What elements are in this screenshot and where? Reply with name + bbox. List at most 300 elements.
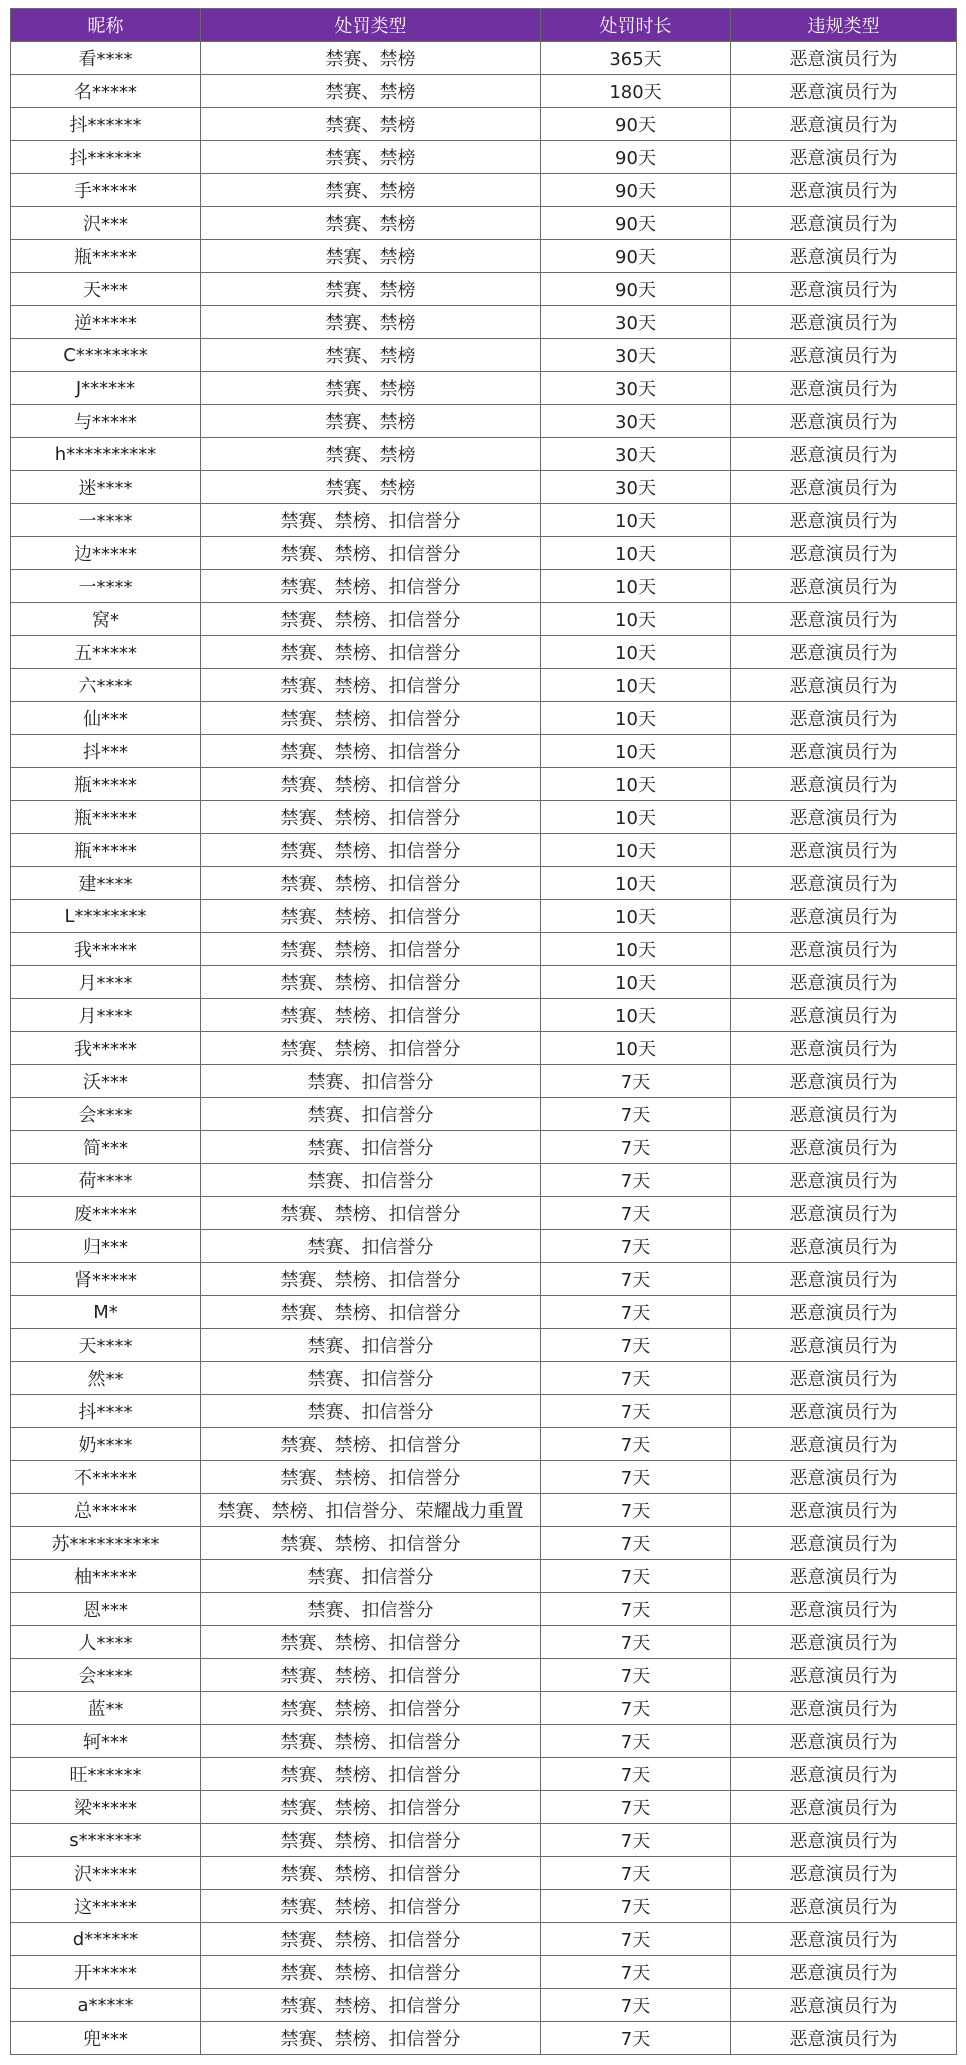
table-row (11, 1692, 957, 1725)
cell-nickname: 沢*** (11, 207, 201, 240)
cell-penalty-duration: 7天 (541, 1956, 731, 1989)
cell-violation-type: 恶意演员行为 (731, 207, 957, 240)
cell-violation-type: 恶意演员行为 (731, 1890, 957, 1923)
cell-penalty-type: 禁赛、禁榜、扣信誉分 (201, 1725, 541, 1758)
table-row (11, 570, 957, 603)
table-row (11, 306, 957, 339)
cell-penalty-type: 禁赛、禁榜、扣信誉分 (201, 1263, 541, 1296)
cell-violation-type: 恶意演员行为 (731, 537, 957, 570)
cell-violation-type: 恶意演员行为 (731, 1692, 957, 1725)
cell-penalty-type: 禁赛、扣信誉分 (201, 1230, 541, 1263)
table-row (11, 1989, 957, 2022)
cell-penalty-duration: 7天 (541, 1329, 731, 1362)
cell-penalty-type: 禁赛、扣信誉分 (201, 1560, 541, 1593)
cell-nickname: 逆***** (11, 306, 201, 339)
table-row (11, 900, 957, 933)
cell-penalty-duration: 90天 (541, 108, 731, 141)
cell-nickname: 五***** (11, 636, 201, 669)
cell-penalty-duration: 10天 (541, 1032, 731, 1065)
cell-penalty-type: 禁赛、禁榜、扣信誉分 (201, 1791, 541, 1824)
cell-violation-type: 恶意演员行为 (731, 1494, 957, 1527)
cell-penalty-type: 禁赛、禁榜、扣信誉分 (201, 2022, 541, 2055)
table-row (11, 1263, 957, 1296)
cell-nickname: 一**** (11, 504, 201, 537)
table-row (11, 42, 957, 75)
cell-penalty-type: 禁赛、扣信誉分 (201, 1164, 541, 1197)
cell-nickname: 瓶***** (11, 801, 201, 834)
cell-violation-type: 恶意演员行为 (731, 42, 957, 75)
cell-nickname: 抖****** (11, 141, 201, 174)
cell-violation-type: 恶意演员行为 (731, 438, 957, 471)
cell-violation-type: 恶意演员行为 (731, 372, 957, 405)
cell-penalty-duration: 10天 (541, 933, 731, 966)
header-violation-type: 违规类型 (731, 9, 957, 42)
table-row (11, 1362, 957, 1395)
cell-nickname: s******* (11, 1824, 201, 1857)
cell-nickname: 废***** (11, 1197, 201, 1230)
cell-penalty-duration: 10天 (541, 603, 731, 636)
cell-penalty-duration: 7天 (541, 2022, 731, 2055)
cell-nickname: 然** (11, 1362, 201, 1395)
cell-nickname: 简*** (11, 1131, 201, 1164)
cell-nickname: M* (11, 1296, 201, 1329)
cell-nickname: 沃*** (11, 1065, 201, 1098)
cell-violation-type: 恶意演员行为 (731, 1164, 957, 1197)
cell-nickname: 天**** (11, 1329, 201, 1362)
cell-nickname: J****** (11, 372, 201, 405)
cell-penalty-type: 禁赛、禁榜、扣信誉分 (201, 1692, 541, 1725)
cell-penalty-type: 禁赛、禁榜、扣信誉分 (201, 933, 541, 966)
cell-violation-type: 恶意演员行为 (731, 339, 957, 372)
cell-nickname: a***** (11, 1989, 201, 2022)
cell-nickname: 一**** (11, 570, 201, 603)
table-row (11, 1197, 957, 1230)
cell-penalty-type: 禁赛、扣信誉分 (201, 1329, 541, 1362)
cell-penalty-duration: 7天 (541, 1626, 731, 1659)
table-row (11, 273, 957, 306)
cell-penalty-type: 禁赛、禁榜、扣信誉分 (201, 537, 541, 570)
cell-nickname: 瓶***** (11, 240, 201, 273)
cell-violation-type: 恶意演员行为 (731, 471, 957, 504)
cell-nickname: 窝* (11, 603, 201, 636)
cell-violation-type: 恶意演员行为 (731, 1395, 957, 1428)
cell-violation-type: 恶意演员行为 (731, 1362, 957, 1395)
cell-penalty-duration: 7天 (541, 1461, 731, 1494)
cell-penalty-duration: 7天 (541, 1494, 731, 1527)
cell-violation-type: 恶意演员行为 (731, 108, 957, 141)
table-row (11, 1098, 957, 1131)
cell-violation-type: 恶意演员行为 (731, 603, 957, 636)
cell-violation-type: 恶意演员行为 (731, 1098, 957, 1131)
cell-penalty-type: 禁赛、禁榜、扣信誉分 (201, 1758, 541, 1791)
cell-nickname: 天*** (11, 273, 201, 306)
cell-penalty-type: 禁赛、禁榜、扣信誉分 (201, 966, 541, 999)
table-row (11, 999, 957, 1032)
cell-penalty-duration: 10天 (541, 504, 731, 537)
table-row (11, 1824, 957, 1857)
cell-penalty-duration: 10天 (541, 735, 731, 768)
cell-penalty-duration: 30天 (541, 471, 731, 504)
cell-violation-type: 恶意演员行为 (731, 966, 957, 999)
cell-penalty-type: 禁赛、禁榜、扣信誉分 (201, 1890, 541, 1923)
cell-penalty-type: 禁赛、禁榜 (201, 141, 541, 174)
table-row (11, 1593, 957, 1626)
cell-nickname: 月**** (11, 966, 201, 999)
cell-nickname: 总***** (11, 1494, 201, 1527)
table-row (11, 108, 957, 141)
cell-violation-type: 恶意演员行为 (731, 1527, 957, 1560)
cell-penalty-type: 禁赛、禁榜、扣信誉分 (201, 1527, 541, 1560)
cell-penalty-duration: 10天 (541, 900, 731, 933)
table-row (11, 1857, 957, 1890)
cell-violation-type: 恶意演员行为 (731, 834, 957, 867)
table-row (11, 1560, 957, 1593)
cell-penalty-duration: 7天 (541, 1857, 731, 1890)
cell-nickname: d****** (11, 1923, 201, 1956)
cell-violation-type: 恶意演员行为 (731, 1065, 957, 1098)
cell-penalty-duration: 180天 (541, 75, 731, 108)
cell-penalty-duration: 10天 (541, 999, 731, 1032)
cell-penalty-type: 禁赛、禁榜 (201, 42, 541, 75)
cell-penalty-type: 禁赛、禁榜、扣信誉分 (201, 1989, 541, 2022)
cell-nickname: 我***** (11, 1032, 201, 1065)
cell-penalty-duration: 7天 (541, 1527, 731, 1560)
table-row (11, 1956, 957, 1989)
cell-penalty-duration: 10天 (541, 636, 731, 669)
table-row (11, 1461, 957, 1494)
cell-violation-type: 恶意演员行为 (731, 75, 957, 108)
cell-penalty-duration: 7天 (541, 1791, 731, 1824)
table-row (11, 735, 957, 768)
table-row (11, 1494, 957, 1527)
cell-penalty-duration: 30天 (541, 438, 731, 471)
cell-penalty-duration: 7天 (541, 1692, 731, 1725)
cell-penalty-duration: 90天 (541, 240, 731, 273)
table-row (11, 702, 957, 735)
cell-violation-type: 恶意演员行为 (731, 1626, 957, 1659)
cell-violation-type: 恶意演员行为 (731, 1461, 957, 1494)
table-row (11, 1428, 957, 1461)
cell-penalty-duration: 7天 (541, 1230, 731, 1263)
cell-nickname: 抖**** (11, 1395, 201, 1428)
cell-nickname: 看**** (11, 42, 201, 75)
cell-penalty-type: 禁赛、扣信誉分 (201, 1098, 541, 1131)
cell-nickname: 人**** (11, 1626, 201, 1659)
cell-penalty-duration: 7天 (541, 1065, 731, 1098)
cell-violation-type: 恶意演员行为 (731, 669, 957, 702)
cell-penalty-duration: 7天 (541, 1296, 731, 1329)
table-row (11, 372, 957, 405)
cell-nickname: C******** (11, 339, 201, 372)
cell-penalty-type: 禁赛、禁榜、扣信誉分 (201, 702, 541, 735)
cell-penalty-duration: 90天 (541, 174, 731, 207)
cell-penalty-duration: 7天 (541, 1428, 731, 1461)
cell-penalty-duration: 7天 (541, 1098, 731, 1131)
cell-nickname: 轲*** (11, 1725, 201, 1758)
table-row (11, 1791, 957, 1824)
cell-violation-type: 恶意演员行为 (731, 1329, 957, 1362)
cell-penalty-type: 禁赛、扣信誉分 (201, 1065, 541, 1098)
cell-violation-type: 恶意演员行为 (731, 1197, 957, 1230)
cell-penalty-type: 禁赛、禁榜、扣信誉分 (201, 1197, 541, 1230)
cell-penalty-duration: 10天 (541, 669, 731, 702)
cell-nickname: 会**** (11, 1659, 201, 1692)
header-nickname: 昵称 (11, 9, 201, 42)
table-row (11, 405, 957, 438)
cell-violation-type: 恶意演员行为 (731, 405, 957, 438)
cell-violation-type: 恶意演员行为 (731, 933, 957, 966)
cell-violation-type: 恶意演员行为 (731, 999, 957, 1032)
cell-violation-type: 恶意演员行为 (731, 1758, 957, 1791)
cell-penalty-type: 禁赛、禁榜、扣信誉分 (201, 1857, 541, 1890)
cell-nickname: 建**** (11, 867, 201, 900)
table-row (11, 75, 957, 108)
cell-nickname: h********** (11, 438, 201, 471)
cell-nickname: 瓶***** (11, 834, 201, 867)
cell-nickname: 奶**** (11, 1428, 201, 1461)
cell-nickname: 这***** (11, 1890, 201, 1923)
table-row (11, 834, 957, 867)
table-row (11, 1395, 957, 1428)
cell-nickname: 肾***** (11, 1263, 201, 1296)
cell-nickname: 苏********** (11, 1527, 201, 1560)
cell-violation-type: 恶意演员行为 (731, 1989, 957, 2022)
cell-penalty-duration: 7天 (541, 1560, 731, 1593)
header-penalty-duration: 处罚时长 (541, 9, 731, 42)
table-row (11, 1230, 957, 1263)
cell-nickname: 抖****** (11, 108, 201, 141)
table-row (11, 1527, 957, 1560)
cell-penalty-duration: 7天 (541, 1395, 731, 1428)
table-row (11, 1626, 957, 1659)
cell-penalty-duration: 7天 (541, 1890, 731, 1923)
cell-penalty-duration: 30天 (541, 306, 731, 339)
cell-violation-type: 恶意演员行为 (731, 1296, 957, 1329)
cell-violation-type: 恶意演员行为 (731, 1230, 957, 1263)
cell-penalty-duration: 7天 (541, 1362, 731, 1395)
header-penalty-type: 处罚类型 (201, 9, 541, 42)
cell-nickname: 柚***** (11, 1560, 201, 1593)
cell-penalty-type: 禁赛、禁榜、扣信誉分 (201, 570, 541, 603)
cell-violation-type: 恶意演员行为 (731, 1725, 957, 1758)
cell-penalty-type: 禁赛、禁榜、扣信誉分 (201, 768, 541, 801)
cell-violation-type: 恶意演员行为 (731, 1560, 957, 1593)
cell-penalty-type: 禁赛、禁榜、扣信誉分 (201, 867, 541, 900)
cell-penalty-type: 禁赛、禁榜、扣信誉分 (201, 900, 541, 933)
table-row (11, 471, 957, 504)
table-row (11, 1164, 957, 1197)
cell-penalty-type: 禁赛、禁榜、扣信誉分 (201, 735, 541, 768)
table-row (11, 801, 957, 834)
cell-penalty-type: 禁赛、禁榜、扣信誉分、荣耀战力重置 (201, 1494, 541, 1527)
cell-penalty-type: 禁赛、禁榜 (201, 405, 541, 438)
cell-violation-type: 恶意演员行为 (731, 1824, 957, 1857)
cell-nickname: 六**** (11, 669, 201, 702)
cell-violation-type: 恶意演员行为 (731, 306, 957, 339)
cell-violation-type: 恶意演员行为 (731, 1659, 957, 1692)
cell-penalty-type: 禁赛、禁榜、扣信誉分 (201, 669, 541, 702)
table-row (11, 1032, 957, 1065)
table-row (11, 933, 957, 966)
cell-penalty-type: 禁赛、禁榜、扣信誉分 (201, 1296, 541, 1329)
cell-violation-type: 恶意演员行为 (731, 2022, 957, 2055)
table-row (11, 867, 957, 900)
cell-nickname: 迷**** (11, 471, 201, 504)
cell-penalty-duration: 7天 (541, 1989, 731, 2022)
cell-nickname: 我***** (11, 933, 201, 966)
cell-violation-type: 恶意演员行为 (731, 768, 957, 801)
cell-nickname: 边***** (11, 537, 201, 570)
penalty-table (10, 8, 957, 2055)
cell-penalty-duration: 7天 (541, 1659, 731, 1692)
cell-penalty-duration: 7天 (541, 1131, 731, 1164)
cell-penalty-duration: 30天 (541, 405, 731, 438)
cell-penalty-type: 禁赛、扣信誉分 (201, 1362, 541, 1395)
table-row (11, 174, 957, 207)
cell-penalty-type: 禁赛、禁榜 (201, 108, 541, 141)
table-row (11, 240, 957, 273)
cell-violation-type: 恶意演员行为 (731, 900, 957, 933)
cell-nickname: 兜*** (11, 2022, 201, 2055)
cell-violation-type: 恶意演员行为 (731, 141, 957, 174)
table-row (11, 339, 957, 372)
cell-nickname: 归*** (11, 1230, 201, 1263)
table-header-row (11, 9, 957, 42)
table-row (11, 1065, 957, 1098)
cell-penalty-duration: 365天 (541, 42, 731, 75)
cell-nickname: 开***** (11, 1956, 201, 1989)
cell-penalty-type: 禁赛、禁榜、扣信誉分 (201, 603, 541, 636)
table-row (11, 669, 957, 702)
cell-penalty-duration: 7天 (541, 1197, 731, 1230)
cell-penalty-type: 禁赛、禁榜 (201, 273, 541, 306)
cell-penalty-type: 禁赛、禁榜、扣信誉分 (201, 834, 541, 867)
cell-penalty-type: 禁赛、禁榜、扣信誉分 (201, 1461, 541, 1494)
cell-violation-type: 恶意演员行为 (731, 1857, 957, 1890)
table-row (11, 603, 957, 636)
cell-nickname: L******** (11, 900, 201, 933)
cell-nickname: 与***** (11, 405, 201, 438)
cell-penalty-type: 禁赛、禁榜 (201, 306, 541, 339)
cell-penalty-type: 禁赛、禁榜、扣信誉分 (201, 1626, 541, 1659)
cell-penalty-type: 禁赛、禁榜、扣信誉分 (201, 999, 541, 1032)
table-row (11, 1329, 957, 1362)
cell-violation-type: 恶意演员行为 (731, 174, 957, 207)
cell-penalty-duration: 90天 (541, 141, 731, 174)
cell-nickname: 恩*** (11, 1593, 201, 1626)
table-row (11, 1296, 957, 1329)
cell-penalty-type: 禁赛、禁榜 (201, 339, 541, 372)
table-row (11, 207, 957, 240)
cell-nickname: 荷**** (11, 1164, 201, 1197)
cell-penalty-type: 禁赛、禁榜、扣信誉分 (201, 1032, 541, 1065)
cell-violation-type: 恶意演员行为 (731, 801, 957, 834)
cell-violation-type: 恶意演员行为 (731, 636, 957, 669)
cell-penalty-duration: 10天 (541, 801, 731, 834)
cell-violation-type: 恶意演员行为 (731, 1593, 957, 1626)
cell-violation-type: 恶意演员行为 (731, 240, 957, 273)
cell-violation-type: 恶意演员行为 (731, 1956, 957, 1989)
table-row (11, 966, 957, 999)
cell-nickname: 不***** (11, 1461, 201, 1494)
cell-violation-type: 恶意演员行为 (731, 1923, 957, 1956)
cell-penalty-type: 禁赛、禁榜、扣信誉分 (201, 1824, 541, 1857)
cell-penalty-duration: 7天 (541, 1725, 731, 1758)
table-row (11, 768, 957, 801)
cell-penalty-type: 禁赛、禁榜、扣信誉分 (201, 1428, 541, 1461)
cell-violation-type: 恶意演员行为 (731, 735, 957, 768)
cell-penalty-duration: 7天 (541, 1758, 731, 1791)
cell-violation-type: 恶意演员行为 (731, 1032, 957, 1065)
cell-penalty-type: 禁赛、扣信誉分 (201, 1593, 541, 1626)
cell-penalty-type: 禁赛、扣信誉分 (201, 1131, 541, 1164)
cell-penalty-type: 禁赛、禁榜、扣信誉分 (201, 1923, 541, 1956)
cell-nickname: 旺****** (11, 1758, 201, 1791)
cell-penalty-type: 禁赛、禁榜 (201, 438, 541, 471)
cell-penalty-type: 禁赛、禁榜、扣信誉分 (201, 504, 541, 537)
table-row (11, 1890, 957, 1923)
cell-penalty-duration: 7天 (541, 1824, 731, 1857)
cell-nickname: 仙*** (11, 702, 201, 735)
cell-violation-type: 恶意演员行为 (731, 1131, 957, 1164)
cell-nickname: 月**** (11, 999, 201, 1032)
cell-nickname: 手***** (11, 174, 201, 207)
cell-violation-type: 恶意演员行为 (731, 570, 957, 603)
cell-nickname: 梁***** (11, 1791, 201, 1824)
table-row (11, 1131, 957, 1164)
cell-nickname: 抖*** (11, 735, 201, 768)
cell-penalty-duration: 7天 (541, 1923, 731, 1956)
cell-penalty-type: 禁赛、禁榜、扣信誉分 (201, 801, 541, 834)
cell-penalty-duration: 10天 (541, 768, 731, 801)
cell-penalty-duration: 10天 (541, 537, 731, 570)
table-row (11, 1659, 957, 1692)
cell-penalty-type: 禁赛、禁榜、扣信誉分 (201, 636, 541, 669)
cell-penalty-duration: 90天 (541, 207, 731, 240)
cell-violation-type: 恶意演员行为 (731, 1263, 957, 1296)
table-row (11, 2022, 957, 2055)
cell-nickname: 会**** (11, 1098, 201, 1131)
table-row (11, 1923, 957, 1956)
table-row (11, 504, 957, 537)
table-row (11, 1725, 957, 1758)
table-row (11, 636, 957, 669)
cell-penalty-duration: 10天 (541, 834, 731, 867)
table-row (11, 1758, 957, 1791)
table-row (11, 537, 957, 570)
cell-penalty-duration: 30天 (541, 339, 731, 372)
cell-violation-type: 恶意演员行为 (731, 1428, 957, 1461)
cell-penalty-duration: 10天 (541, 570, 731, 603)
cell-penalty-duration: 7天 (541, 1164, 731, 1197)
cell-penalty-type: 禁赛、禁榜 (201, 240, 541, 273)
cell-penalty-duration: 10天 (541, 867, 731, 900)
cell-penalty-type: 禁赛、禁榜 (201, 372, 541, 405)
table-body (11, 42, 957, 2055)
cell-nickname: 名***** (11, 75, 201, 108)
cell-violation-type: 恶意演员行为 (731, 273, 957, 306)
cell-penalty-type: 禁赛、禁榜、扣信誉分 (201, 1659, 541, 1692)
penalty-table-container (10, 8, 956, 2055)
cell-penalty-type: 禁赛、禁榜 (201, 174, 541, 207)
cell-violation-type: 恶意演员行为 (731, 504, 957, 537)
cell-penalty-type: 禁赛、扣信誉分 (201, 1395, 541, 1428)
cell-penalty-duration: 7天 (541, 1593, 731, 1626)
cell-penalty-duration: 7天 (541, 1263, 731, 1296)
cell-nickname: 瓶***** (11, 768, 201, 801)
cell-penalty-type: 禁赛、禁榜 (201, 471, 541, 504)
table-row (11, 141, 957, 174)
